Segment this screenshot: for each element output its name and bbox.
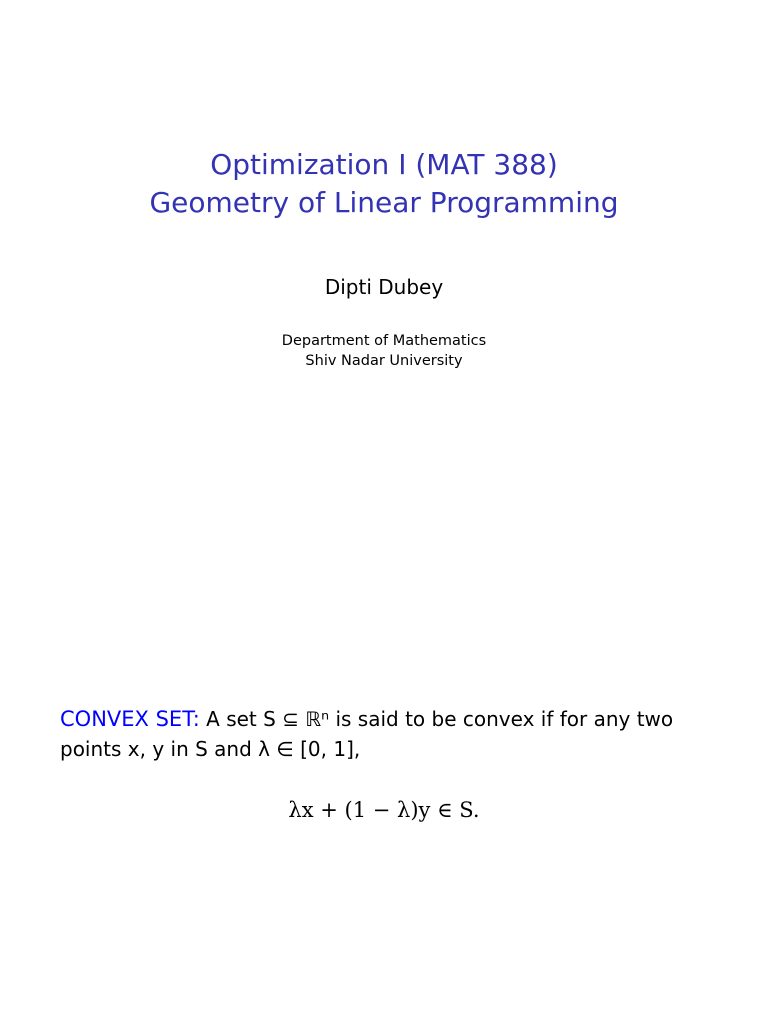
definition-text-2: points x, y in S and λ ∈ [0, 1], [60,737,361,761]
definition-line-1 [60,704,720,734]
author-name: Dipti Dubey [324,275,444,299]
course-title: Optimization I (MAT 388) [210,148,558,181]
convex-set-definition [60,704,720,764]
definition-term: CONVEX SET: [60,707,200,731]
institute [0,331,768,371]
definition-text-1: A set S ⊆ ℝⁿ is said to be convex if for any two [206,707,674,731]
definition-slide [0,512,768,1024]
university-name: Shiv Nadar University [305,353,463,369]
slide-title [0,146,768,222]
convex-combination-formula: λx + (1 − λ)y ∈ S. [288,798,480,822]
department-name: Department of Mathematics [281,333,487,349]
lecture-title: Geometry of Linear Programming [149,186,619,219]
